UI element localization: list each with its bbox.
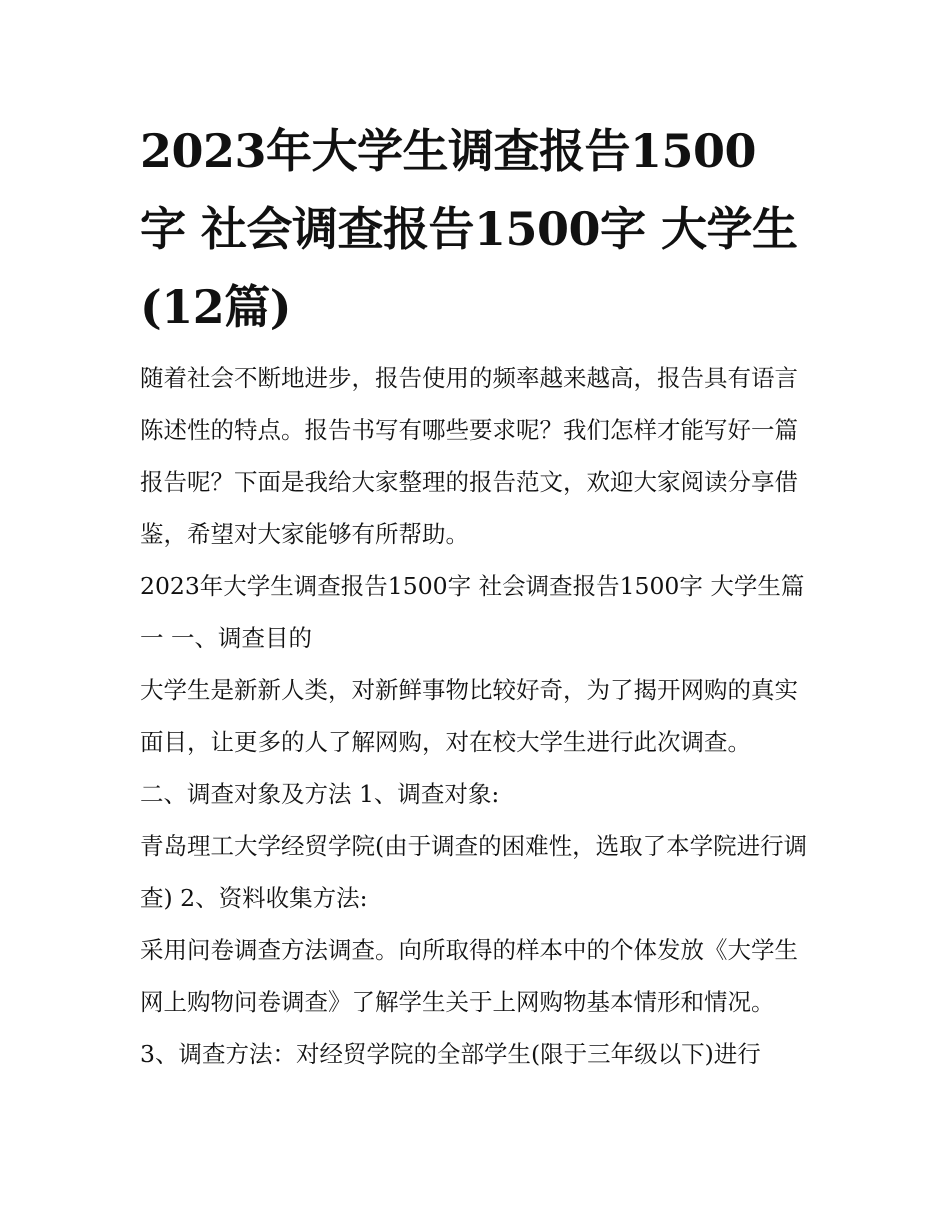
body-paragraph: 采用问卷调查方法调查。向所取得的样本中的个体发放《大学生网上购物问卷调查》了解学生关于上网购物基本情形和情况。: [140, 936, 798, 1016]
body-paragraph: 青岛理工大学经贸学院(由于调查的困难性，选取了本学院进行调查) 2、资料收集方法:: [140, 832, 808, 912]
document-title: 2023年大学生调查报告1500字 社会调查报告1500字 大学生(12篇): [140, 124, 798, 334]
section-heading: 2023年大学生调查报告1500字 社会调查报告1500字 大学生篇一 一、调查目的: [140, 572, 805, 652]
body-paragraph: 大学生是新新人类，对新鲜事物比较好奇，为了揭开网购的真实面目，让更多的人了解网购，对在校大学生进行此次调查。: [140, 676, 798, 756]
document-page: [140, 112, 820, 1080]
intro-paragraph: 随着社会不断地进步，报告使用的频率越来越高，报告具有语言陈述性的特点。报告书写有哪些要求呢？我们怎样才能写好一篇报告呢？下面是我给大家整理的报告范文，欢迎大家阅读分享借鉴，希望对大家能够有所帮助。: [140, 364, 798, 548]
body-paragraph: 3、调查方法：对经贸学院的全部学生(限于三年级以下)进行: [140, 1040, 761, 1068]
body-paragraph: 二、调查对象及方法 1、调查对象:: [140, 780, 500, 808]
